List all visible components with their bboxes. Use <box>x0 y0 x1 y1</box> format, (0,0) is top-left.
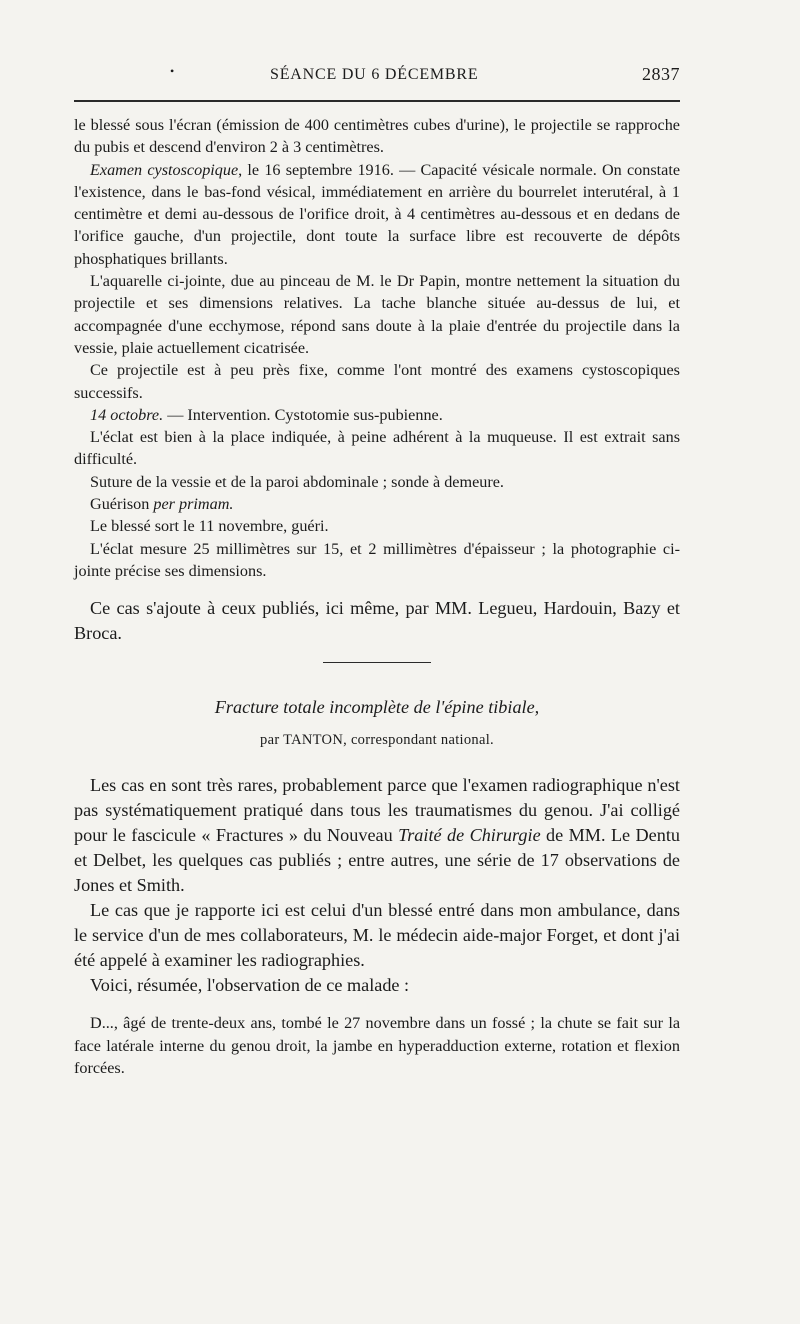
article-paragraph-3: Voici, résumée, l'observation de ce malade : <box>90 975 410 996</box>
closing-paragraph: Ce cas s'ajoute à ceux publiés, ici même, par MM. Legueu, Hardouin, Bazy et Broca. <box>74 598 680 644</box>
case-paragraph-5-em: 14 octobre. <box>90 405 164 424</box>
case-report <box>74 114 680 582</box>
case-paragraph-1: le blessé sous l'écran (émission de 400 centimètres cubes d'urine), le projectile se rapproche du pubis et descend d'environ 2 à 3 centimètres. <box>74 116 680 157</box>
page <box>74 60 680 1079</box>
article-paragraph-1-b: de MM. Le Dentu et Delbet, les quelques cas publiés ; entre autres, une série de 17 observations de Jones et Smith. <box>74 825 680 896</box>
article-paragraph-1 <box>74 773 680 898</box>
section-separator <box>323 662 431 663</box>
observation-section <box>74 1012 680 1079</box>
article-paragraph-1-em: Traité de Chirurgie <box>398 825 541 846</box>
page-number: 2837 <box>642 64 680 84</box>
case-paragraph-2 <box>74 159 680 270</box>
article-title: Fracture totale incomplète de l'épine tibiale, <box>214 697 540 718</box>
header-rule <box>74 100 680 102</box>
case-paragraph-2-text: , le 16 septembre 1916. — Capacité vésicale normale. On constate l'existence, dans le bas-fond vésical, immédiatement en arrière du bourrelet interutéral, à 1 centimètre et demi au-dessous de l'orifice droit, à 4 centimètres au-dessous et en dedans de l'orifice gauche, d'un projectile, dont toute la surface libre est recouverte de dépôts phosphatiques brillants. <box>74 160 681 268</box>
case-paragraph-7: Suture de la vessie et de la paroi abdominale ; sonde à demeure. <box>90 472 504 491</box>
case-paragraph-4: Ce projectile est à peu près fixe, comme l'ont montré des examens cystoscopiques successifs. <box>74 361 680 402</box>
case-paragraph-10: L'éclat mesure 25 millimètres sur 15, et 2 millimètres d'épaisseur ; la photographie ci-jointe précise ses dimensions. <box>74 539 680 580</box>
article-byline: par TANTON, correspondant national. <box>260 732 494 749</box>
observation-paragraph: D..., âgé de trente-deux ans, tombé le 27 novembre dans un fossé ; la chute se fait sur la face latérale interne du genou droit, la jambe en hyperadduction externe, rotation et flexion forcées. <box>74 1014 680 1077</box>
case-paragraph-5-text: — Intervention. Cystotomie sus-pubienne. <box>163 405 443 424</box>
case-paragraph-2-em: Examen cystoscopique <box>90 160 239 179</box>
article-body <box>74 773 680 998</box>
running-header <box>74 60 680 94</box>
case-paragraph-3: L'aquarelle ci-jointe, due au pinceau de M. le Dr Papin, montre nettement la situation du projectile et ses dimensions relatives. La tache blanche située au-dessus de lui, et accompagnée d'une ecchymose, répond sans doute à la plaie d'entrée du projectile dans la vessie, plaie actuellement cicatrisée. <box>74 272 680 357</box>
case-paragraph-8 <box>74 493 680 515</box>
case-paragraph-6: L'éclat est bien à la place indiquée, à peine adhérent à la muqueuse. Il est extrait sans difficulté. <box>74 428 680 469</box>
case-paragraph-8-em: per primam. <box>153 495 234 514</box>
header-mark: • <box>170 64 175 78</box>
header-title: SÉANCE DU 6 DÉCEMBRE <box>270 66 479 83</box>
article-paragraph-1-a: Les cas en sont très rares, probablement parce que l'examen radiographique n'est pas systématiquement pratiqué dans tous les traumatismes du genou. J'ai colligé pour le fascicule « Fractures » du Nouveau <box>74 775 680 846</box>
closing-section <box>74 596 680 646</box>
article-paragraph-2: Le cas que je rapporte ici est celui d'un blessé entré dans mon ambulance, dans le service d'un de mes collaborateurs, M. le médecin aide-major Forget, et dont j'ai été appelé à examiner les radiographies. <box>74 900 680 971</box>
case-paragraph-5 <box>74 404 680 426</box>
case-paragraph-8-text: Guérison <box>90 495 154 514</box>
case-paragraph-9: Le blessé sort le 11 novembre, guéri. <box>90 517 329 536</box>
